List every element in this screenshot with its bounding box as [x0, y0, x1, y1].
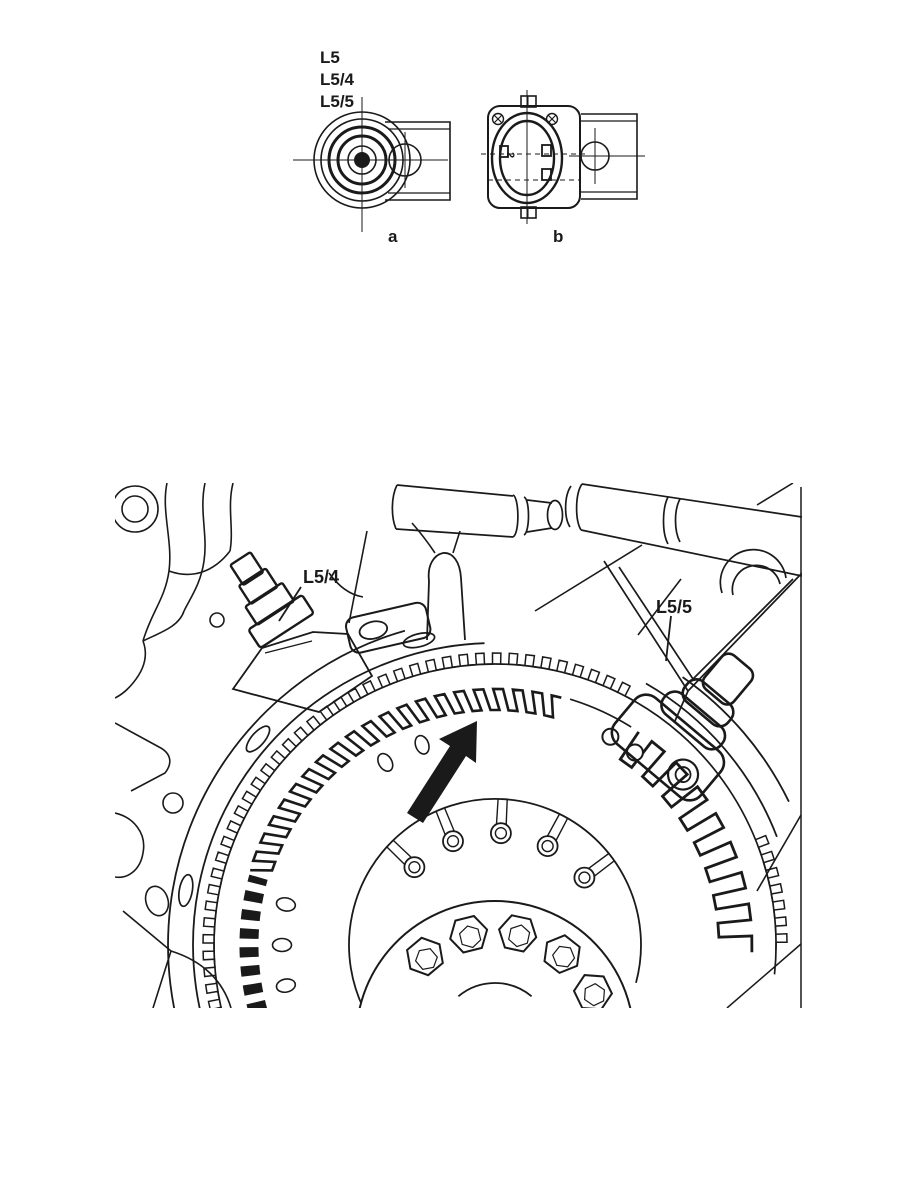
view-a — [293, 97, 450, 246]
tube-collar — [513, 495, 518, 537]
screw-left — [493, 114, 504, 125]
tube-collar — [664, 497, 669, 544]
view-a-label: a — [388, 227, 398, 246]
spoke-bolt — [491, 823, 511, 843]
boss-arc — [122, 496, 148, 522]
block-hole — [163, 793, 183, 813]
strut-body — [427, 553, 465, 640]
spoke-stem — [436, 811, 445, 834]
block-contour — [115, 641, 145, 698]
corner-line — [757, 483, 793, 505]
sensor-disc — [678, 675, 738, 731]
l55-label: L5/5 — [656, 597, 693, 617]
legend — [320, 48, 355, 111]
l55-sensor — [606, 625, 784, 807]
carrier-arc — [683, 677, 789, 802]
sensor-component-diagram — [285, 42, 645, 262]
bracket-diagonal — [757, 815, 801, 891]
spoke-stem — [595, 861, 615, 876]
view-b-label: b — [553, 227, 564, 246]
strut-line — [412, 523, 435, 553]
spoke-stem — [506, 800, 507, 825]
l54-sensor — [213, 541, 314, 648]
face-hole — [275, 977, 296, 993]
legend-line-l5: L5 — [320, 48, 340, 67]
spoke-bolt — [443, 831, 463, 851]
block-lug — [115, 723, 170, 791]
spoke-bolt — [574, 868, 594, 888]
bracket-v-outer — [604, 561, 802, 691]
block-hole — [142, 883, 172, 918]
sensor-segment — [239, 568, 278, 604]
tube-end-arc — [566, 486, 571, 527]
spoke-bolt — [538, 836, 558, 856]
l54-leader-line — [279, 587, 301, 621]
concentric-sensor-rings — [314, 112, 410, 208]
block-contour — [123, 911, 171, 1008]
legend-line-l54: L5/4 — [320, 70, 355, 89]
l54-sensor-assembly — [210, 541, 372, 712]
bracket-line — [265, 641, 312, 653]
spoke-stem — [497, 799, 499, 824]
sensor-tip — [699, 650, 756, 708]
block-contour — [169, 551, 230, 574]
bracket-hole — [210, 613, 224, 627]
bracket-v-inner — [619, 567, 793, 679]
block-contour — [230, 483, 233, 551]
spoke-stem — [556, 818, 568, 840]
spoke-stem — [445, 808, 455, 831]
upper-tube-right — [566, 483, 802, 576]
carrier-slot — [243, 723, 274, 756]
ring-gear — [168, 630, 789, 1008]
tube-edge — [397, 485, 513, 496]
tube-end-arc — [577, 484, 582, 530]
sensor-base — [248, 595, 314, 648]
spoke-stem — [548, 814, 560, 836]
block-diagonal — [349, 531, 367, 623]
face-hole — [275, 896, 296, 912]
l54-label: L5/4 — [303, 567, 340, 587]
legend-line-l55: L5/5 — [320, 92, 355, 111]
spoke-stem — [589, 854, 609, 869]
pin-number-label: 2 — [504, 152, 516, 159]
tube-end-arc — [392, 485, 397, 529]
carrier-slot — [177, 874, 195, 908]
strut-line — [453, 531, 460, 553]
view-b — [481, 90, 645, 246]
tube-collar — [676, 499, 681, 542]
foreground-parts — [210, 523, 783, 823]
tube-cap — [548, 501, 563, 530]
face-hole — [273, 939, 292, 952]
carrier-slot — [402, 630, 436, 650]
tube-edge — [396, 529, 513, 537]
tube-collar — [524, 497, 529, 535]
block-contour — [115, 813, 144, 877]
spoke-bolt — [404, 857, 424, 877]
block-contour — [184, 483, 205, 611]
center-dot — [354, 152, 370, 168]
center-strut — [412, 523, 465, 640]
block-contour — [171, 951, 231, 1008]
engine-flywheel-illustration — [115, 483, 802, 1008]
